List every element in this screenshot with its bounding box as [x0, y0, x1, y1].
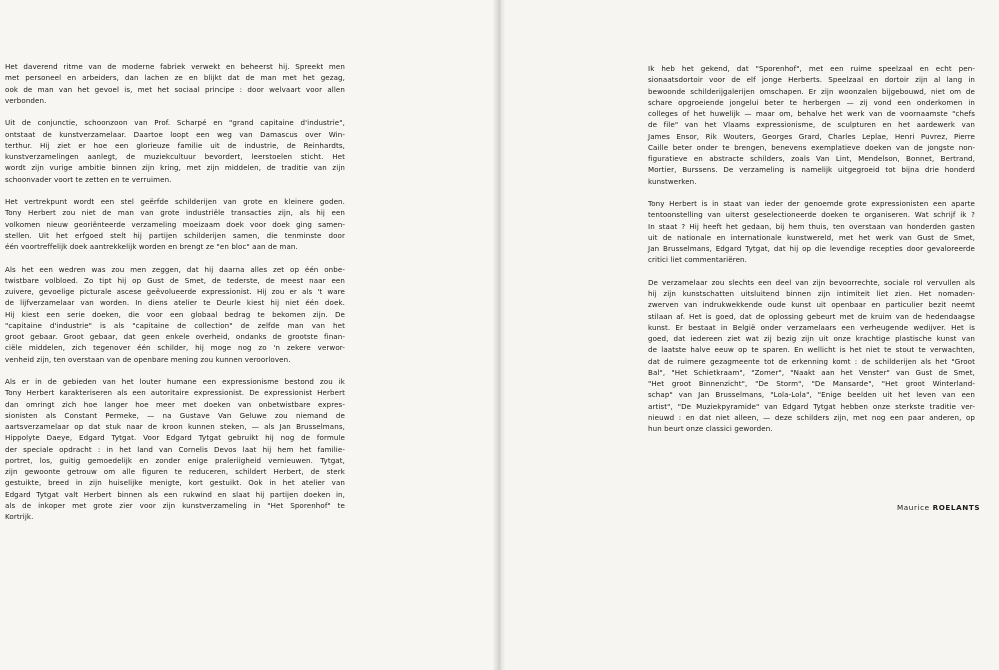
- text-line: sionisten als Constant Permeke, — na Gustave Van Geluwe zou niemand de: [5, 410, 345, 420]
- text-line: ontstaat de kunstverzamelaar. Daartoe loopt een weg van Damascus over Win-: [5, 129, 345, 139]
- paragraph: [648, 63, 975, 187]
- text-line: artist", "De Muziekpyramide" van Edgard Tytgat hebben onze sterkste traditie ver-: [648, 401, 975, 411]
- text-line: kunst. Er bestaat in België onder verzamelaars een verheugende wedijver. Het is: [648, 322, 975, 332]
- paragraph: [5, 264, 345, 365]
- text-line: Edgard Tytgat valt Herbert binnen als een rukwind en slaat hij partijen doeken in,: [5, 489, 345, 499]
- text-line: zijn gewoonte getrouw om alle figuren te reduceren, schildert Herbert, de sterk: [5, 467, 345, 476]
- text-line: zwerven van indrukwekkende oude kunst uit openbaar en particulier bezit neemt: [648, 300, 975, 310]
- text-line: ciële middelen, zich tegenover één schilder, hij moge nog zo 'n zekere verwor-: [5, 343, 345, 353]
- text-line: Jan Brusselmans, Edgard Tytgat, dat hij op die levendige recepties door gevaloreerde: [648, 244, 975, 253]
- text-line: sionaatsdortoir voor de elf jonge Herberts. Speelzaal en dortoir zijn al lang in: [648, 75, 975, 85]
- text-line: stellen. Uit het erfgoed stelt hij partijen schilderijen samen, die tenminste door: [5, 230, 345, 240]
- text-line: goed, dat iedereen ziet wat zij bezig zijn uit onze krachtige plastische kunst van: [648, 334, 975, 343]
- text-line: Ik heb het gekend, dat "Sporenhof", met een ruime speelzaal en echt pen-: [648, 64, 975, 73]
- text-line: Het vertrekpunt wordt een stel geërfde schilderijen van grote en kleinere goden.: [5, 197, 345, 206]
- text-line: één voortreffelijk doek aantrekkelijk worden en brengt ze "en bloc" aan de man.: [5, 242, 298, 251]
- text-line: de file" van het Vlaams expressionisme, de sculpturen en het aardewerk van: [648, 120, 975, 130]
- text-line: Uit de conjunctie, schoonzoon van Prof. Scharpé en "grand capitaine d'industrie",: [5, 118, 345, 128]
- text-line: kunstwerken.: [648, 176, 697, 186]
- text-line: colleges of het huwelijk — maar om, behalve het werk van de voornaamste "chefs: [648, 109, 975, 118]
- text-line: De verzamelaar zou slechts een deel van zijn bevoorrechte, sociale rol vervullen als: [648, 277, 975, 287]
- text-line: dan omringt zich hoe langer hoe meer met doeken van onbetwistbare expres-: [5, 399, 345, 409]
- page-gutter: [493, 0, 505, 670]
- text-line: gestuikte, breed in zijn huiselijke menigte, kort gestuikt. Ook in het atelier van: [5, 478, 345, 488]
- author-surname: ROELANTS: [932, 503, 981, 512]
- paragraph: [5, 376, 345, 522]
- text-line: Hij kiest een serie doeken, die voor een globaal bedrag te bekomen zijn. De: [5, 309, 345, 319]
- text-line: Als het een wedren was zou men zeggen, dat hij daarna alles zet op één onbe-: [5, 264, 345, 274]
- paragraph: [648, 277, 975, 435]
- text-line: portret, los, guitig gemoedelijk en zonder enige praleriigheid vernieuwen. Tytgat,: [5, 455, 345, 465]
- text-line: Caille beter onder te brengen, benevens exemplatieve doeken van de jongste non-: [648, 142, 975, 152]
- text-line: volkomen nieuw georiënteerde verzameling moeizaam doek voor doek ging samen-: [5, 219, 345, 229]
- text-line: verbonden.: [5, 95, 47, 105]
- text-line: Kortrijk.: [5, 512, 34, 521]
- text-line: terthur. Hij ziet er hoe een glorieuze familie uit de industrie, de Reinhardts,: [5, 140, 345, 150]
- text-line: de laatste halve eeuw op te sparen. En wellicht is het niet te stout te verwachten,: [648, 345, 975, 355]
- text-line: der speciale opdracht : in het land van Cornelis Devos laat hij hem het familie-: [5, 444, 345, 454]
- text-line: schap" van Jan Brusselmans, "Lola-Lola", "Enige beelden uit het leven van een: [648, 390, 975, 400]
- text-line: groot gebaar. Groot gebaar, dat geen enkele overheid, ondanks de grootste finan-: [5, 332, 345, 341]
- text-line: de lijfverzamelaar van worden. In diens atelier te Deurle kiest hij niet één doek.: [5, 298, 345, 308]
- author-signature: [897, 503, 980, 512]
- text-line: bewoonde schilderijgalerijen omschapen. Er zijn woonzalen bijgebouwd, niet om de: [648, 86, 975, 96]
- author-first-name: Maurice: [897, 503, 930, 512]
- text-line: Bal", "Het Schietkraam", "Zomer", "Naakt aan het Venster" van Gust de Smet,: [648, 367, 975, 377]
- text-line: kunstverzamelingen aanlegt, de muziekcultuur bevordert, leerstoelen sticht. Het: [5, 152, 345, 161]
- text-line: ook de man van het gevoel is, met het sociaal principe : door welvaart voor allen: [5, 84, 345, 94]
- text-line: Als er in de gebieden van het louter humane een expressionisme bestond zou ik: [5, 377, 345, 386]
- text-line: twistbare volbloed. Zo tipt hij op Gust de Smet, de tederste, de meest naar een: [5, 275, 345, 285]
- text-line: Hippolyte Daeye, Edgard Tytgat. Voor Edgard Tytgat gebruikt hij nog de formule: [5, 433, 345, 443]
- text-line: In staat ? Hij heeft het gedaan, bij hem thuis, ten overstaan van honderden gasten: [648, 221, 975, 231]
- text-line: wordt zijn vurige ambitie binnen zijn kring, met zijn middelen, de traditie van zijn: [5, 163, 345, 173]
- text-line: Het daverend ritme van de moderne fabriek verwekt en beheerst hij. Spreekt men: [5, 62, 345, 71]
- text-line: Tony Herbert karakteriseren als een autoritaire expressionist. De expressionist Herbert: [5, 388, 345, 398]
- text-line: schare opgroeiende jongelui beter te herbergen — zij vond een onderkomen in: [648, 97, 975, 107]
- paragraph: [5, 117, 345, 185]
- text-line: met personeel en arbeiders, dan lachen ze en blijkt dat de man met het gezag,: [5, 73, 345, 83]
- text-line: Tony Herbert is in staat van ieder der genoemde grote expressionisten een aparte: [648, 199, 975, 208]
- text-line: figuratieve en abstracte schilders, zoals Van Lint, Mendelson, Bonnet, Bertrand,: [648, 154, 975, 163]
- text-line: James Ensor, Rik Wouters, Georges Grard, Charles Leplae, Henri Puvrez, Pierre: [648, 131, 975, 141]
- paragraph: [648, 198, 975, 266]
- text-line: tentoonstelling van uiterst geselectioneerde doeken te organiseren. Wat schrijf ik ?: [648, 210, 975, 220]
- text-line: critici liet commentariëren.: [648, 255, 747, 265]
- text-line: dat de ruimere gezagmeente tot de erkenning komt : de schilderijen als het "Groot: [648, 356, 975, 366]
- text-line: Tony Herbert zou niet de man van grote industriële transacties zijn, als hij een: [5, 208, 345, 218]
- text-line: Mortier, Burssens. De verzameling is namelijk uitgegroeid tot bijna drie honderd: [648, 165, 975, 175]
- text-line: zuivere, gevoelige picturale ascese geëvolueerde expressionist. Hij zou er als 't ware: [5, 287, 345, 296]
- text-line: schoonvader voort te zetten en te verruimen.: [5, 174, 172, 184]
- text-line: uit de nationale en internationale kunstwereld, met het werk van Gust de Smet,: [648, 232, 975, 242]
- left-text-column: [5, 61, 345, 534]
- text-line: als de inkoper met grote zier voor zijn kunstverzameling in "Het Sporenhof" te: [5, 500, 345, 510]
- paragraph: [5, 196, 345, 252]
- text-line: venheid zijn, ten overstaan van de openbare mening zou kunnen veroorloven.: [5, 354, 291, 364]
- text-line: "Het groot Binnenzicht", "De Storm", "De Mansarde", "Het groot Winterland-: [648, 379, 975, 388]
- text-line: stilaan af. Het is goed, dat de oplossing gebeurt met de kruim van de hedendaagse: [648, 311, 975, 321]
- text-line: hij zijn kunstschatten uitsluitend binnen zijn intimiteit liet zien. Het nomaden-: [648, 289, 975, 298]
- text-line: nieuwd : en dat niet alleen, — deze schilders zijn, met nog een paar anderen, op: [648, 412, 975, 422]
- text-line: "capitaine d'industrie" is als "capitaine de collection" de zelfde man van het: [5, 320, 345, 330]
- paragraph: [5, 61, 345, 106]
- text-line: hun beurt onze classici geworden.: [648, 424, 773, 433]
- text-line: aartsverzamelaar op dat stuk naar de kroon kunnen steken, — als Jan Brusselmans,: [5, 422, 345, 431]
- right-text-column: [648, 63, 975, 446]
